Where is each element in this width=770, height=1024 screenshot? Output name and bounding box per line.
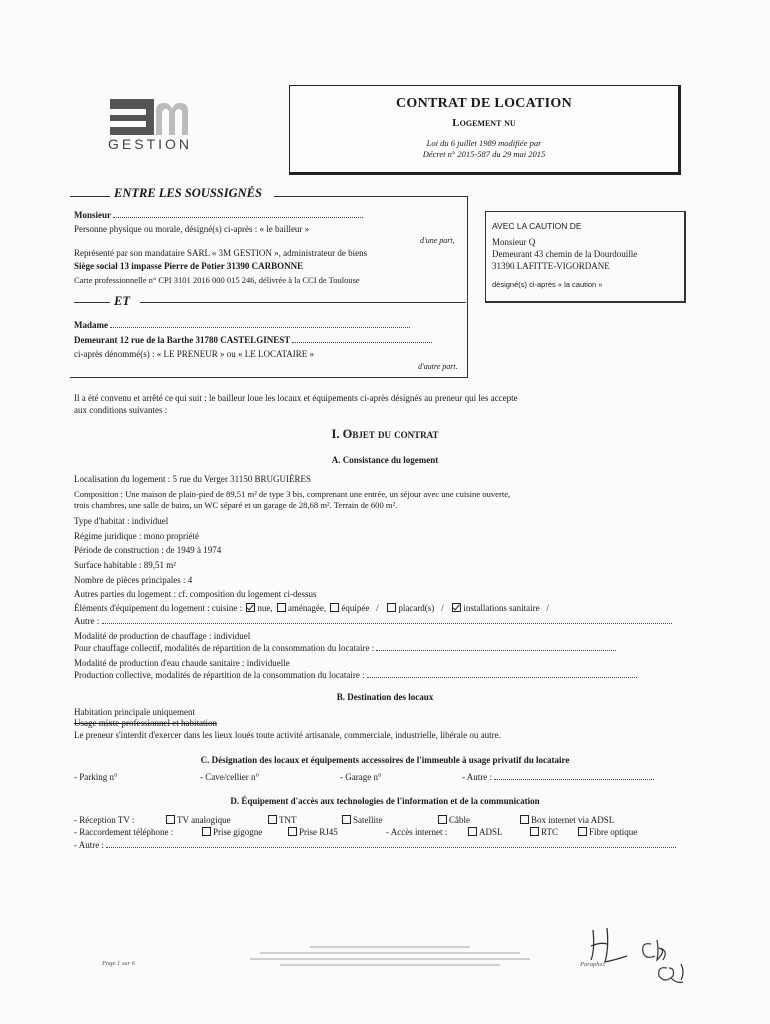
caution-name: Monsieur Q [492,237,536,247]
nue-checkbox[interactable] [246,603,255,612]
dautre-part: d'autre part. [418,362,458,371]
caution-title: AVEC LA CAUTION DE [492,221,582,231]
handwritten-initials-icon [585,920,695,990]
bailleur-description: Personne physique ou morale, désigné(s) ci-après : « le bailleur » [74,224,310,234]
eau-chaude-collective: Production collective, modalités de répartition de la consommation du locataire : [74,670,637,680]
prise-rj45-checkbox[interactable] [288,827,297,836]
rtc-option: RTC [528,827,558,837]
law-reference-2: Décret n° 2015-587 du 29 mai 2015 [422,149,546,159]
composition-line-1: Composition : Une maison de plain-pied de 89,51 m² de type 3 bis, comprenant une entrée, un séjour avec une cuisine ouverte, [74,489,511,499]
document-title: CONTRAT DE LOCATION [395,96,573,111]
placards-checkbox[interactable] [387,603,396,612]
paraphes-label: Paraphes [580,961,605,968]
box-adsl-checkbox[interactable] [520,815,529,824]
amenagee-checkbox[interactable] [277,603,286,612]
subsection-c-title: C. Désignation des locaux et équipements accessoires de l'immeuble à usage privatif du locataire [200,755,570,765]
caution-box [485,211,686,303]
equipee-checkbox[interactable] [330,603,339,612]
reception-tv-label: - Réception TV : [74,815,135,825]
parties-heading: ENTRE LES SOUSSIGNÉS [114,186,262,200]
type-habitat: Type d'habitat : individuel [74,516,169,526]
heading-rule-right [274,196,468,197]
dune-part: d'une part, [420,236,455,245]
fibre-option: Fibre optique [576,827,637,837]
caution-city: 31390 LAFITTE-VIGORDANE [492,261,610,271]
nombre-pieces: Nombre de pièces principales : 4 [74,575,193,585]
tnt-checkbox[interactable] [268,815,277,824]
preneur-line: ci-après dénommé(s) : « LE PRENEUR » ou « LE LOCATAIRE » [74,349,314,359]
satellite-option: Satellite [340,815,383,825]
adsl-checkbox[interactable] [468,827,477,836]
autre-c-field: - Autre : [462,772,654,782]
chauffage-modalite: Modalité de production de chauffage : individuel [74,631,251,641]
raccordement-label: - Raccordement téléphone : [74,827,174,837]
parking-field: - Parking n° [74,772,118,782]
prise-gigogne-option: Prise gigogne [200,827,262,837]
intro-line-2: aux conditions suivantes : [74,405,168,415]
tv-analogique-checkbox[interactable] [166,815,175,824]
regime-juridique: Régime juridique : mono propriété [74,531,199,541]
document-subtitle: Logement nu [452,117,516,129]
et-heading: ET [114,294,130,308]
fibre-checkbox[interactable] [578,827,587,836]
party-box-bottom-border [70,377,468,378]
rtc-checkbox[interactable] [530,827,539,836]
tv-analogique-option: TV analogique [164,815,231,825]
title-box [289,85,681,175]
periode-construction: Période de construction : de 1949 à 1974 [74,545,222,555]
prise-rj45-option: Prise RJ45 [286,827,338,837]
intro-line-1: Il a été convenu et arrêté ce qui suit : le bailleur loue les locaux et équipements ci-après désignés au preneur qui les accepte [74,393,518,403]
law-reference-1: Loi du 6 juillet 1989 modifiée par [426,138,542,148]
localisation: Localisation du logement : 5 rue du Verger 31150 BRUGUIÈRES [74,474,312,484]
cable-checkbox[interactable] [438,815,447,824]
subsection-d-title: D. Équipement d'accès aux technologies de l'information et de la communication [230,796,540,806]
page-number: Page 1 sur 6 [102,960,136,967]
sanitaire-checkbox[interactable] [452,603,461,612]
carte-professionnelle: Carte professionnelle n° CPI 3101 2016 000 015 246, délivrée à la CCI de Toulouse [74,275,360,285]
et-rule-right [140,302,466,303]
autre-equipment: Autre : [74,616,672,626]
autre-d-field: - Autre : [74,840,676,850]
subsection-a-title: A. Consistance du logement [331,455,439,465]
cave-field: - Cave/cellier n° [200,772,260,782]
box-adsl-option: Box internet via ADSL [518,815,614,825]
caution-designation: désigné(s) ci-après « la caution » [492,280,603,289]
equipment-line: Éléments d'équipement du logement : cuisine : nue, aménagée, équipée / placard(s) / installations sanitaire / [74,603,549,613]
subsection-b-title: B. Destination des locaux [336,692,434,702]
adsl-option: ADSL [466,827,503,837]
satellite-checkbox[interactable] [342,815,351,824]
prise-gigogne-checkbox[interactable] [202,827,211,836]
autres-parties: Autres parties du logement : cf. composition du logement ci-dessus [74,589,317,599]
3m-logo-icon [108,97,192,137]
monsieur-label: Monsieur [74,210,363,220]
composition-line-2: trois chambres, une salle de bains, un WC séparé et un garage de 28,68 m². Terrain de 600 m². [74,500,398,510]
usage-mixte: Usage mixte professionnel et habitation [74,718,217,728]
caution-address: Demeurant 43 chemin de la Dourdouille [492,249,638,259]
et-rule-left [74,302,110,303]
acces-internet-label: - Accès internet : [386,827,448,837]
siege-social: Siège social 13 impasse Pierre de Potier 31390 CARBONNE [74,261,304,271]
garage-field: - Garage n° [340,772,382,782]
interdiction-activite: Le preneur s'interdit d'exercer dans les lieux loués toute activité artisanale, commerciale, industrielle, libérale ou autre. [74,730,501,740]
logo-wordmark: GESTION [108,136,193,152]
section-1-title: I. Objet du contrat [331,427,439,441]
party-box-right-border [467,196,468,378]
surface-habitable: Surface habitable : 89,51 m² [74,560,176,570]
eau-chaude-modalite: Modalité de production d'eau chaude sanitaire : individuelle [74,658,290,668]
tnt-option: TNT [266,815,297,825]
mandataire-line: Représenté par son mandataire SARL « 3M GESTION », administrateur de biens [74,248,368,258]
footer-company-info [250,944,530,974]
chauffage-collectif: Pour chauffage collectif, modalités de répartition de la consommation du locataire : [74,643,616,653]
heading-rule-left [70,196,110,197]
cable-option: Câble [436,815,470,825]
habitation-principale: Habitation principale uniquement [74,707,195,717]
demeurant-line: Demeurant 12 rue de la Barthe 31780 CASTELGINEST [74,335,432,345]
madame-label: Madame [74,320,410,330]
